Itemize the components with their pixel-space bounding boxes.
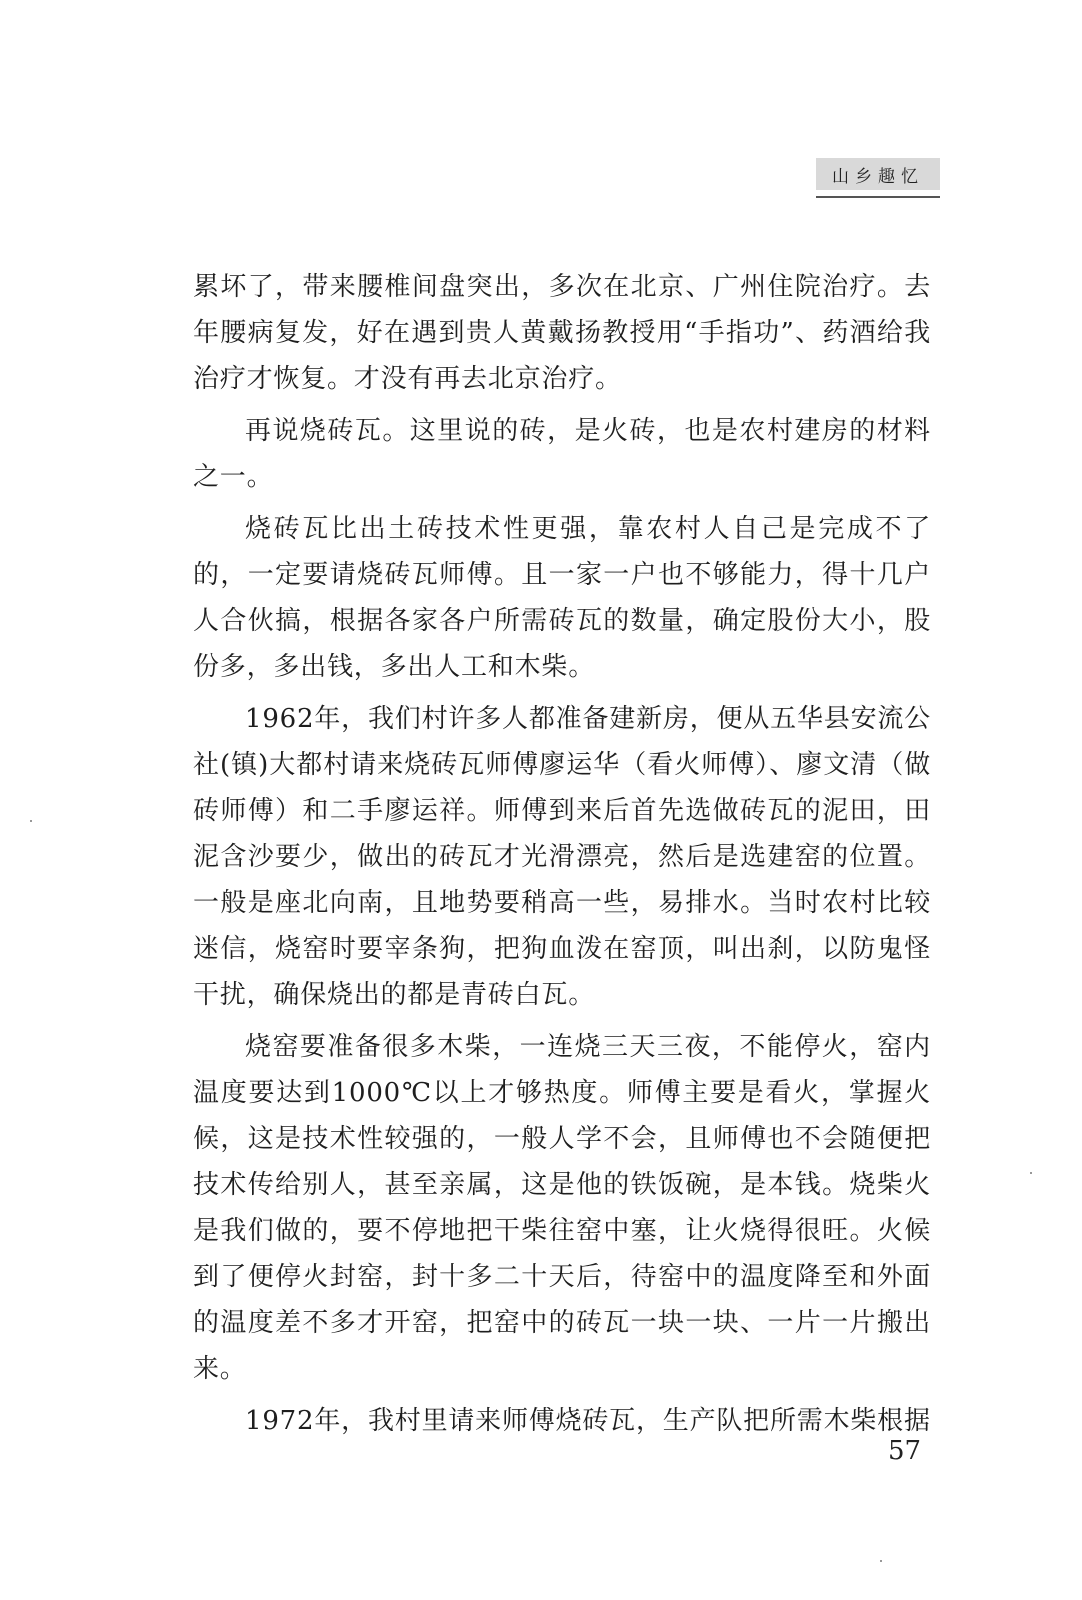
paragraph: 烧砖瓦比出土砖技术性更强，靠农村人自己是完成不了的，一定要请烧砖瓦师傅。且一家一户也不够能力，得十几户人合伙搞，根据各家各户所需砖瓦的数量，确定股份大小，股份多，多出钱，多出人工和木柴。 [193,514,931,682]
paragraph: 1972年，我村里请来师傅烧砖瓦，生产队把所需木柴根据 [245,1406,931,1436]
running-header-rule [816,196,940,198]
scan-speck [30,820,32,822]
paragraph: 再说烧砖瓦。这里说的砖，是火砖，也是农村建房的材料之一。 [193,416,931,492]
scan-speck [880,1560,882,1562]
running-header-title: 山乡趣忆 [816,158,940,190]
page-body [193,264,931,1450]
scan-speck [1030,1172,1032,1174]
paragraph: 1962年，我们村许多人都准备建新房，便从五华县安流公社(镇)大都村请来烧砖瓦师傅廖运华（看火师傅）、廖文清（做砖师傅）和二手廖运祥。师傅到来后首先选做砖瓦的泥田，田泥含沙要少，做出的砖瓦才光滑漂亮，然后是选建窑的位置。一般是座北向南，且地势要稍高一些，易排水。当时农村比较迷信，烧窑时要宰条狗，把狗血泼在窑顶，叫出刹，以防鬼怪干扰，确保烧出的都是青砖白瓦。 [193,704,931,1010]
paragraph-continued: 累坏了，带来腰椎间盘突出，多次在北京、广州住院治疗。去年腰病复发，好在遇到贵人黄戴扬教授用“手指功”、药酒给我治疗才恢复。才没有再去北京治疗。 [193,272,931,394]
page-number: 57 [888,1436,922,1466]
paragraph: 烧窑要准备很多木柴，一连烧三天三夜，不能停火，窑内温度要达到1000℃以上才够热度。师傅主要是看火，掌握火候，这是技术性较强的，一般人学不会，且师傅也不会随便把技术传给别人，甚至亲属，这是他的铁饭碗，是本钱。烧柴火是我们做的，要不停地把干柴往窑中塞，让火烧得很旺。火候到了便停火封窑，封十多二十天后，待窑中的温度降至和外面的温度差不多才开窑，把窑中的砖瓦一块一块、一片一片搬出来。 [193,1032,931,1384]
